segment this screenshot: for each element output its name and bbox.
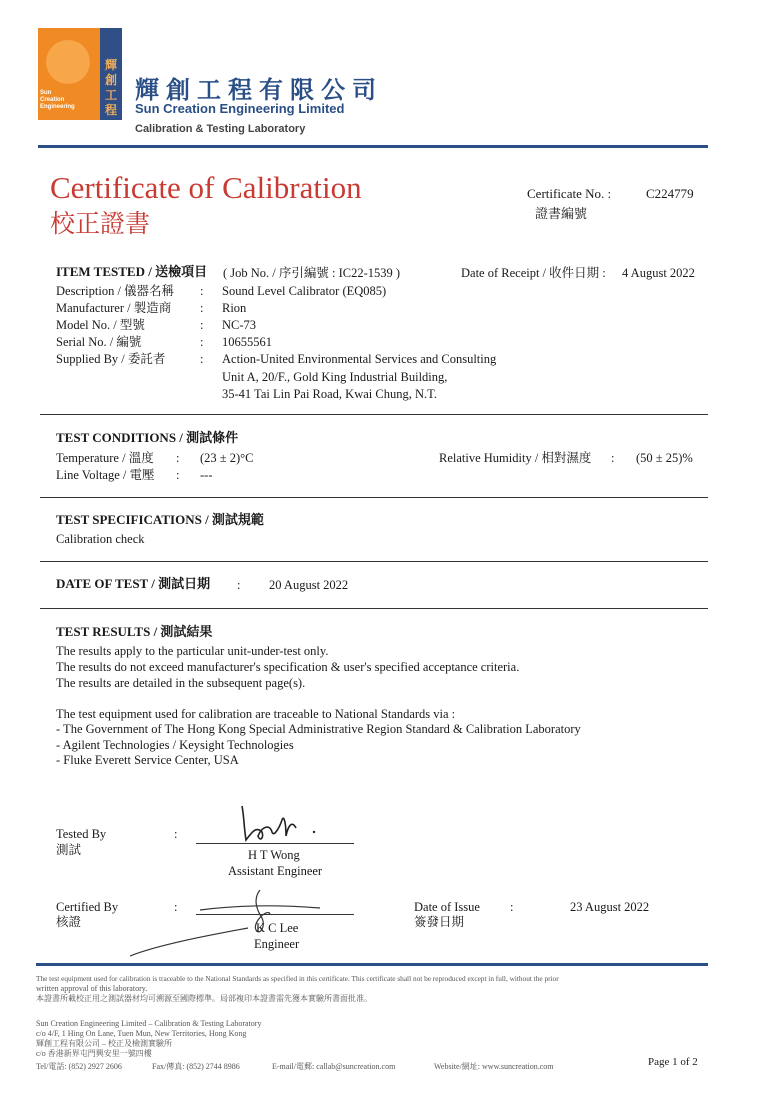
description-label: Description / 儀器名稱 bbox=[56, 284, 175, 298]
supplier-label: Supplied By / 委託者 bbox=[56, 352, 166, 366]
field-colon: : bbox=[237, 578, 241, 592]
tested-by-line bbox=[196, 843, 354, 844]
model-value: NC-73 bbox=[222, 318, 257, 332]
field-colon: : bbox=[200, 284, 204, 298]
tested-by-label-zh: 測試 bbox=[56, 843, 82, 857]
traceability-item: - Fluke Everett Service Center, USA bbox=[56, 753, 239, 767]
traceability-item: - The Government of The Hong Kong Special Administrative Region Standard & Calibration Laboratory bbox=[56, 722, 581, 736]
model-label: Model No. / 型號 bbox=[56, 318, 145, 332]
company-logo: Sun Creation Engineering 輝 創 工 程 bbox=[38, 28, 122, 120]
certified-by-label-zh: 核證 bbox=[56, 915, 82, 929]
supplier-address-line: Unit A, 20/F., Gold King Industrial Building, bbox=[222, 370, 448, 384]
results-line: The results are detailed in the subsequent page(s). bbox=[56, 676, 306, 690]
job-number: ( Job No. / 序引編號 : IC22-1539 ) bbox=[223, 266, 401, 280]
field-colon: : bbox=[200, 335, 204, 349]
footer-website: Website/網址: www.suncreation.com bbox=[434, 1062, 554, 1071]
item-tested-heading: ITEM TESTED / 送檢項目 bbox=[56, 264, 208, 279]
field-colon: : bbox=[200, 318, 204, 332]
section-divider bbox=[40, 561, 708, 562]
footer-address: c/o 4/F, 1 Hing On Lane, Tuen Mun, New Territories, Hong Kong bbox=[36, 1029, 247, 1038]
field-colon: : bbox=[176, 468, 180, 482]
tested-by-name: H T Wong bbox=[248, 848, 300, 862]
description-value: Sound Level Calibrator (EQ085) bbox=[222, 284, 387, 298]
company-name-en: Sun Creation Engineering Limited bbox=[135, 101, 345, 116]
supplier-value: Action-United Environmental Services and Consulting bbox=[222, 352, 497, 366]
temperature-value: (23 ± 2)°C bbox=[200, 451, 254, 465]
test-conditions-heading: TEST CONDITIONS / 測試條件 bbox=[56, 430, 239, 445]
temperature-label: Temperature / 溫度 bbox=[56, 451, 154, 465]
field-colon: : bbox=[200, 352, 204, 366]
tested-by-signature bbox=[234, 802, 324, 848]
date-of-issue-label: Date of Issue bbox=[414, 900, 480, 914]
voltage-value: --- bbox=[200, 468, 213, 482]
humidity-value: (50 ± 25)% bbox=[636, 451, 693, 465]
lab-name: Calibration & Testing Laboratory bbox=[135, 123, 306, 135]
footer-note: written approval of this laboratory. bbox=[36, 984, 148, 993]
footer-rule bbox=[36, 963, 708, 966]
manufacturer-value: Rion bbox=[222, 301, 247, 315]
test-specs-heading: TEST SPECIFICATIONS / 測試規範 bbox=[56, 512, 264, 527]
certified-by-title: Engineer bbox=[254, 937, 300, 951]
certified-by-name: K C Lee bbox=[256, 921, 299, 935]
footer-note-zh: 本證書所載校正用之測試器材均可溯源至國際標準。局部複印本證書需先獲本實驗所書面批准。 bbox=[36, 994, 372, 1003]
certified-by-label: Certified By bbox=[56, 900, 119, 914]
field-colon: : bbox=[611, 451, 615, 465]
footer-note: The test equipment used for calibration is traceable to the National Standards as specified in this certificate. This certificate shall not be reproduced except in full, without the prior bbox=[36, 974, 559, 983]
date-of-test-heading: DATE OF TEST / 測試日期 bbox=[56, 576, 211, 591]
footer-address: 輝創工程有限公司 – 校正及檢測實驗所 bbox=[36, 1039, 172, 1048]
field-colon: : bbox=[176, 451, 180, 465]
date-of-issue-label-zh: 簽發日期 bbox=[414, 915, 465, 929]
field-colon: : bbox=[510, 900, 514, 914]
tested-by-label: Tested By bbox=[56, 827, 107, 841]
field-colon: : bbox=[174, 827, 178, 841]
footer-email: E-mail/電郵: callab@suncreation.com bbox=[272, 1062, 396, 1071]
voltage-label: Line Voltage / 電壓 bbox=[56, 468, 155, 482]
receipt-date: 4 August 2022 bbox=[622, 266, 695, 280]
certificate-number: C224779 bbox=[646, 186, 694, 201]
manufacturer-label: Manufacturer / 製造商 bbox=[56, 301, 172, 315]
results-line: The results apply to the particular unit-under-test only. bbox=[56, 644, 329, 658]
certificate-title: Certificate of Calibration bbox=[50, 170, 362, 205]
field-colon: : bbox=[200, 301, 204, 315]
test-results-heading: TEST RESULTS / 測試結果 bbox=[56, 624, 213, 639]
date-of-issue-value: 23 August 2022 bbox=[570, 900, 650, 914]
footer-fax: Fax/傳真: (852) 2744 8986 bbox=[152, 1062, 240, 1071]
receipt-label: Date of Receipt / 收件日期 : bbox=[461, 266, 606, 280]
footer-tel: Tel/電話: (852) 2927 2606 bbox=[36, 1062, 122, 1071]
traceability-item: - Agilent Technologies / Keysight Technologies bbox=[56, 738, 294, 752]
serial-label: Serial No. / 編號 bbox=[56, 335, 142, 349]
test-specs-value: Calibration check bbox=[56, 532, 145, 546]
footer-address: Sun Creation Engineering Limited – Calibration & Testing Laboratory bbox=[36, 1019, 262, 1028]
tested-by-title: Assistant Engineer bbox=[228, 864, 323, 878]
serial-value: 10655561 bbox=[222, 335, 272, 349]
field-colon: : bbox=[174, 900, 178, 914]
date-of-test-value: 20 August 2022 bbox=[269, 578, 349, 592]
footer-address: c/o 香港新界屯門興安里一號四樓 bbox=[36, 1049, 152, 1058]
section-divider bbox=[40, 497, 708, 498]
traceability-intro: The test equipment used for calibration are traceable to National Standards via : bbox=[56, 707, 456, 721]
certificate-number-label-zh: 證書編號 bbox=[535, 206, 588, 221]
certificate-title-zh: 校正證書 bbox=[50, 209, 151, 238]
results-line: The results do not exceed manufacturer's specification & user's specified acceptance criteria. bbox=[56, 660, 520, 674]
company-name-zh: 輝創工程有限公司 bbox=[135, 76, 383, 104]
header-rule bbox=[38, 145, 708, 148]
supplier-address-line: 35-41 Tai Lin Pai Road, Kwai Chung, N.T. bbox=[222, 387, 437, 401]
certified-by-line bbox=[196, 914, 354, 915]
humidity-label: Relative Humidity / 相對濕度 bbox=[439, 451, 592, 465]
page-number: Page 1 of 2 bbox=[648, 1056, 698, 1068]
section-divider bbox=[40, 608, 708, 609]
section-divider bbox=[40, 414, 708, 415]
certificate-number-label: Certificate No. : bbox=[527, 186, 612, 201]
